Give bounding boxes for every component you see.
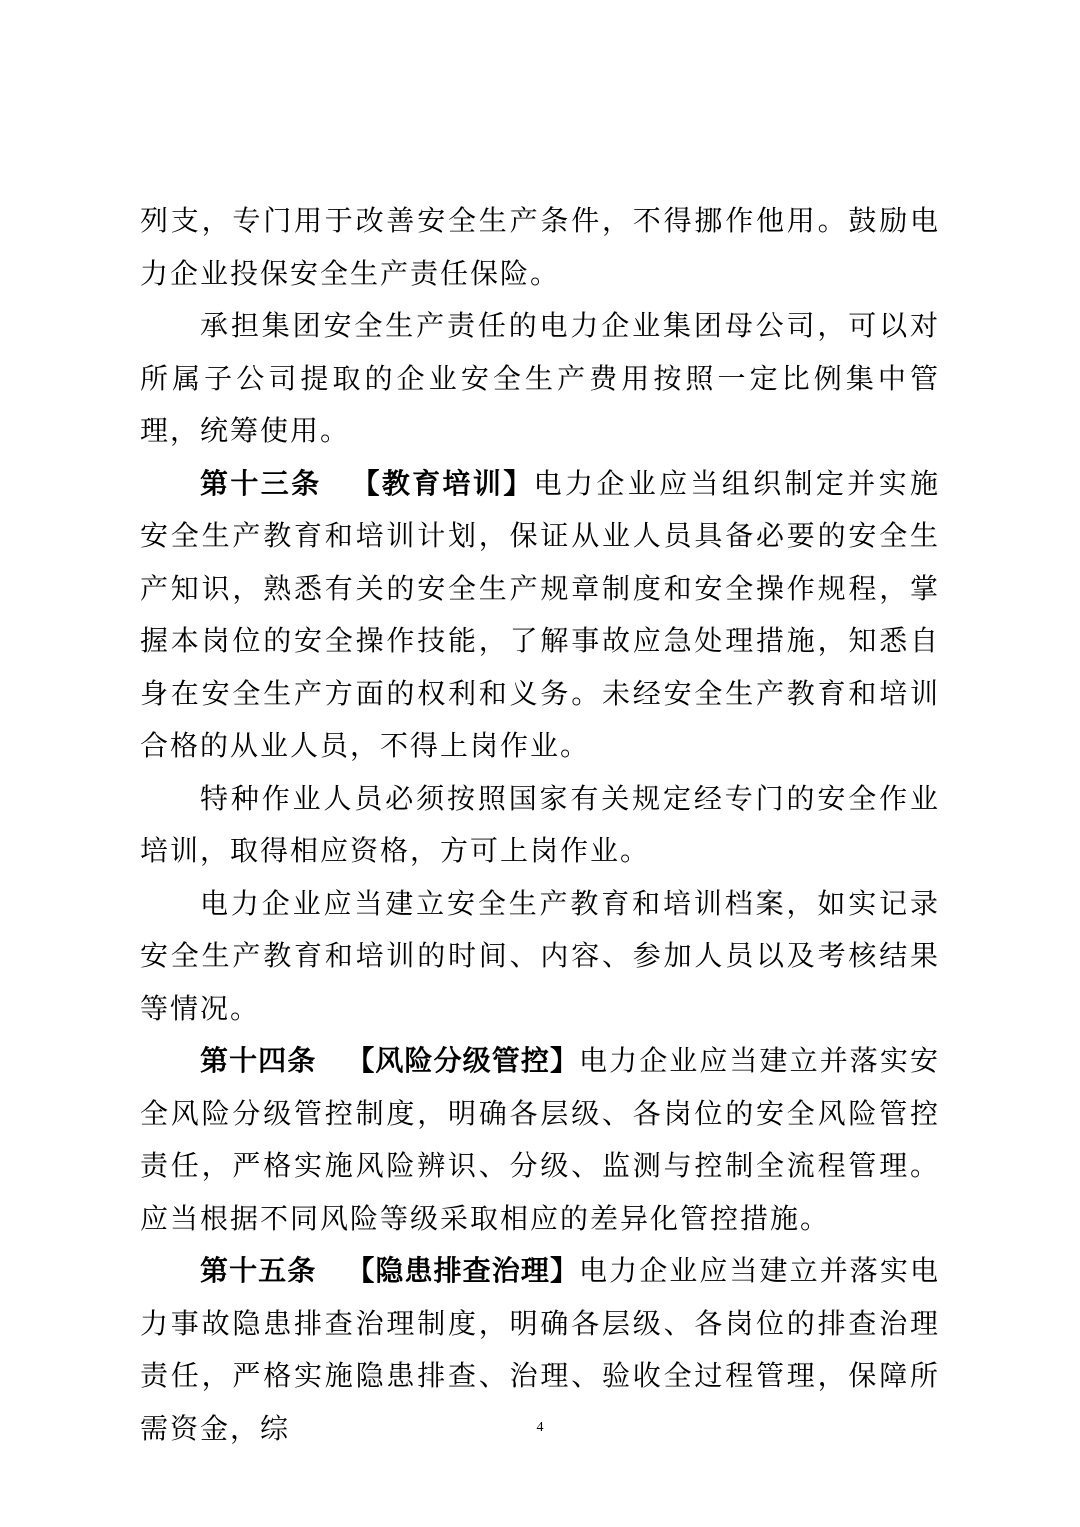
paragraph (140, 773, 940, 878)
paragraph (140, 300, 940, 458)
paragraph-text: 列支，专门用于改善安全生产条件，不得挪作他用。鼓励电力企业投保安全生产责任保险。 (140, 204, 940, 290)
paragraph-continuation (140, 195, 940, 300)
paragraph-text: 特种作业人员必须按照国家有关规定经专门的安全作业培训，取得相应资格，方可上岗作业。 (140, 781, 940, 867)
article-number: 第十三条 (200, 466, 322, 500)
paragraph-text: 电力企业应当建立安全生产教育和培训档案，如实记录安全生产教育和培训的时间、内容、参加人员以及考核结果等情况。 (140, 886, 940, 1025)
article-number: 第十四条 (200, 1044, 317, 1077)
document-body (140, 195, 940, 1455)
article-text: 电力企业应当建立并落实电力事故隐患排查治理制度，明确各层级、各岗位的排查治理责任，严格实施隐患排查、治理、验收全过程管理，保障所需资金，综 (140, 1254, 940, 1445)
article-title: 【隐患排查治理】 (346, 1254, 580, 1287)
article-number: 第十五条 (200, 1254, 317, 1287)
article-title: 【教育培训】 (351, 466, 534, 500)
article-text: 电力企业应当建立并落实安全风险分级管控制度，明确各层级、各岗位的安全风险管控责任，严格实施风险辨识、分级、监测与控制全流程管理。应当根据不同风险等级采取相应的差异化管控措施。 (140, 1044, 940, 1235)
article-14 (140, 1035, 940, 1245)
article-title: 【风险分级管控】 (346, 1044, 580, 1077)
paragraph (140, 878, 940, 1036)
paragraph-text: 承担集团安全生产责任的电力企业集团母公司，可以对所属子公司提取的企业安全生产费用按照一定比例集中管理，统筹使用。 (140, 309, 940, 447)
article-text: 电力企业应当组织制定并实施安全生产教育和培训计划，保证从业人员具备必要的安全生产知识，熟悉有关的安全生产规章制度和安全操作规程，掌握本岗位的安全操作技能，了解事故应急处理措施，知悉自身在安全生产方面的权利和义务。未经安全生产教育和培训合格的从业人员，不得上岗作业。 (140, 466, 940, 762)
article-13 (140, 458, 940, 773)
page-number: 4 (536, 1420, 544, 1435)
